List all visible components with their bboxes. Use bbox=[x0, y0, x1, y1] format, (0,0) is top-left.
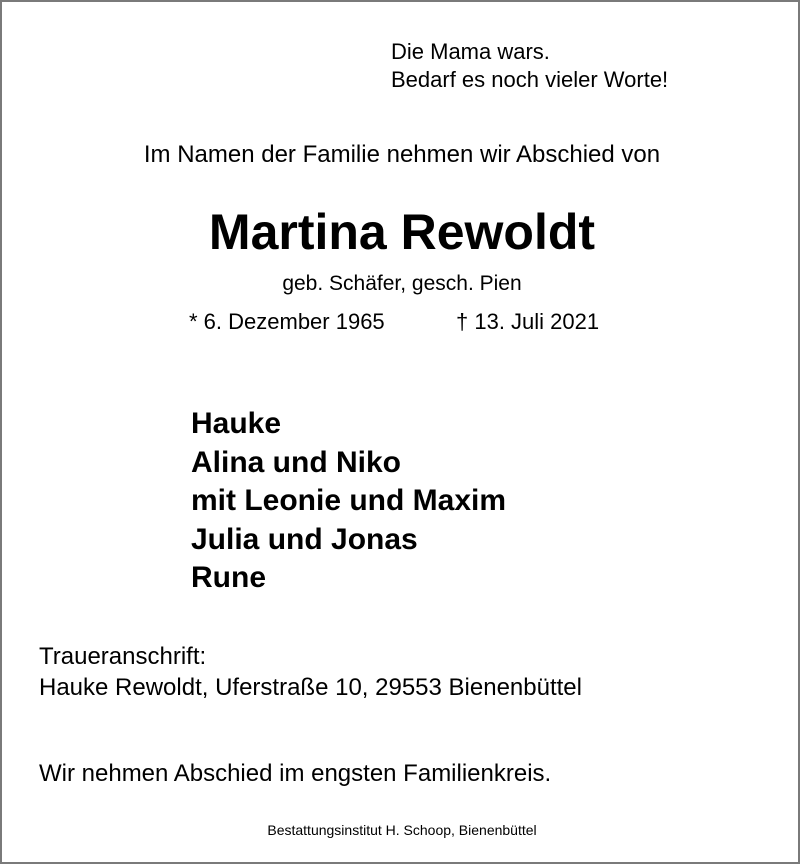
mourning-address bbox=[39, 641, 582, 703]
closing-note: Wir nehmen Abschied im engsten Familienkreis. bbox=[39, 760, 552, 787]
mourners-list bbox=[191, 405, 506, 598]
mourner-item: Hauke bbox=[191, 407, 282, 440]
death-date: † 13. Juli 2021 bbox=[456, 309, 600, 334]
mourner-item: Alina und Niko bbox=[191, 445, 401, 479]
deceased-name: Martina Rewoldt bbox=[208, 204, 596, 260]
intro-text: Im Namen der Familie nehmen wir Abschied von bbox=[143, 141, 661, 168]
motto-line-2: Bedarf es noch vieler Worte! bbox=[391, 67, 669, 92]
mourner-item: mit Leonie und Maxim bbox=[191, 484, 507, 517]
motto-line-1: Die Mama wars. bbox=[391, 39, 550, 64]
mourner-item: Rune bbox=[191, 561, 266, 594]
deceased-birth-name: geb. Schäfer, gesch. Pien bbox=[282, 272, 522, 295]
address-label: Traueranschrift: bbox=[39, 643, 207, 670]
address-value: Hauke Rewoldt, Uferstraße 10, 29553 Bienenbüttel bbox=[39, 674, 582, 701]
motto bbox=[391, 38, 668, 94]
mourner-item: Julia und Jonas bbox=[191, 522, 418, 556]
birth-date: * 6. Dezember 1965 bbox=[189, 309, 385, 334]
undertaker-credit: Bestattungsinstitut H. Schoop, Bienenbüttel bbox=[267, 822, 537, 838]
